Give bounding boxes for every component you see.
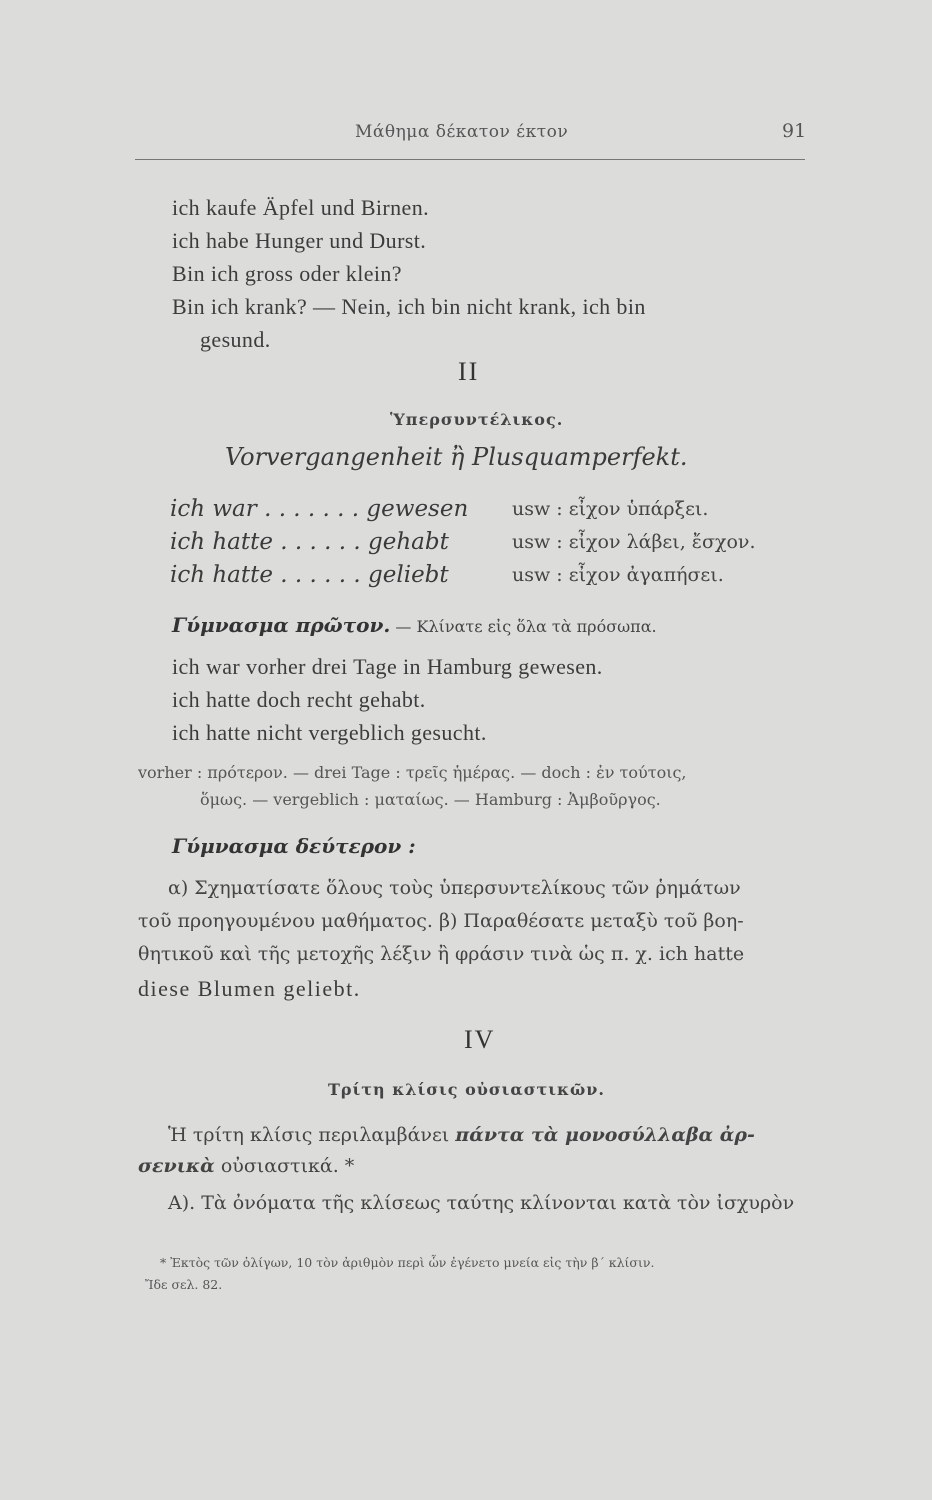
- exercise-2-line: τοῦ προηγουμένου μαθήματος. β) Παραθέσατε μεταξὺ τοῦ βοη-: [138, 910, 744, 932]
- section-4-heading: Τρίτη κλίσις οὐσιαστικῶν.: [328, 1080, 605, 1099]
- exercise-1-instruction: — Κλίνατε εἰς ὅλα τὰ πρόσωπα.: [390, 617, 657, 636]
- intro-line: ich kaufe Äpfel und Birnen.: [172, 195, 430, 220]
- exercise-2-line: diese Blumen geliebt.: [138, 976, 361, 1001]
- intro-line: Bin ich gross oder klein?: [172, 261, 402, 286]
- section-heading-greek: Ὑπερσυντέλικος.: [390, 410, 564, 429]
- glossary-line: vorher : πρότερον. — drei Tage : τρεῖς ἡμέρας. — doch : ἐν τούτοις,: [138, 763, 687, 782]
- para1-line2-emphasis: σενικὰ: [138, 1155, 215, 1177]
- section-4-paragraph-1-line-1: [168, 1124, 755, 1146]
- header-rule: [135, 159, 805, 160]
- intro-line: ich habe Hunger und Durst.: [172, 228, 427, 253]
- example-sentence: ich war vorher drei Tage in Hamburg gewesen.: [172, 654, 603, 679]
- glossary-line: ὅμως. — vergeblich : ματαίως. — Hamburg : Ἀμβοῦργος.: [200, 790, 661, 809]
- exercise-2-label: Γύμνασμα δεύτερον :: [172, 834, 416, 858]
- para1-emphasis: πάντα τὰ μονοσύλλαβα ἀρ-: [455, 1124, 755, 1146]
- exercise-1-line: [172, 613, 657, 637]
- intro-line: gesund.: [200, 327, 271, 352]
- section-numeral-ii: II: [458, 357, 480, 386]
- conjugation-left: ich hatte . . . . . . geliebt: [170, 562, 449, 588]
- section-4-paragraph-1-line-2: [138, 1155, 354, 1177]
- intro-line: Bin ich krank? — Nein, ich bin nicht krank, ich bin: [172, 294, 646, 319]
- conjugation-right: usw : εἶχον λάβει, ἔσχον.: [512, 531, 756, 553]
- example-sentence: ich hatte doch recht gehabt.: [172, 687, 426, 712]
- footnote-line: Ἴδε σελ. 82.: [145, 1277, 223, 1292]
- section-numeral-iv: IV: [464, 1025, 496, 1054]
- section-heading-german: Vorvergangenheit ἢ Plusquamperfekt.: [225, 443, 688, 471]
- section-4-paragraph-2: A). Τὰ ὀνόματα τῆς κλίσεως ταύτης κλίνονται κατὰ τὸν ἰσχυρὸν: [168, 1192, 795, 1214]
- page-number: 91: [782, 120, 807, 142]
- example-sentence: ich hatte nicht vergeblich gesucht.: [172, 720, 487, 745]
- footnote-line: * Ἐκτὸς τῶν ὀλίγων, 10 τὸν ἀριθμὸν περὶ ὧν ἐγένετο μνεία εἰς τὴν β΄ κλίσιν.: [160, 1255, 655, 1270]
- conjugation-right: usw : εἶχον ἀγαπήσει.: [512, 564, 724, 586]
- exercise-2-line: α) Σχηματίσατε ὅλους τοὺς ὑπερσυντελίκους τῶν ῥημάτων: [168, 877, 741, 899]
- exercise-1-label: Γύμνασμα πρῶτον.: [172, 613, 391, 637]
- running-header: Μάθημα δέκατον έκτον: [355, 122, 569, 142]
- conjugation-right: usw : εἶχον ὑπάρξει.: [512, 498, 709, 520]
- para1-line2-rest: οὐσιαστικά. *: [214, 1155, 355, 1177]
- conjugation-left: ich hatte . . . . . . gehabt: [170, 529, 449, 555]
- conjugation-left: ich war . . . . . . . gewesen: [170, 496, 469, 522]
- para1-start: Ἡ τρίτη κλίσις περιλαμβάνει: [168, 1124, 456, 1146]
- exercise-2-line: θητικοῦ καὶ τῆς μετοχῆς λέξιν ἢ φράσιν τινὰ ὡς π. χ. ich hatte: [138, 943, 745, 965]
